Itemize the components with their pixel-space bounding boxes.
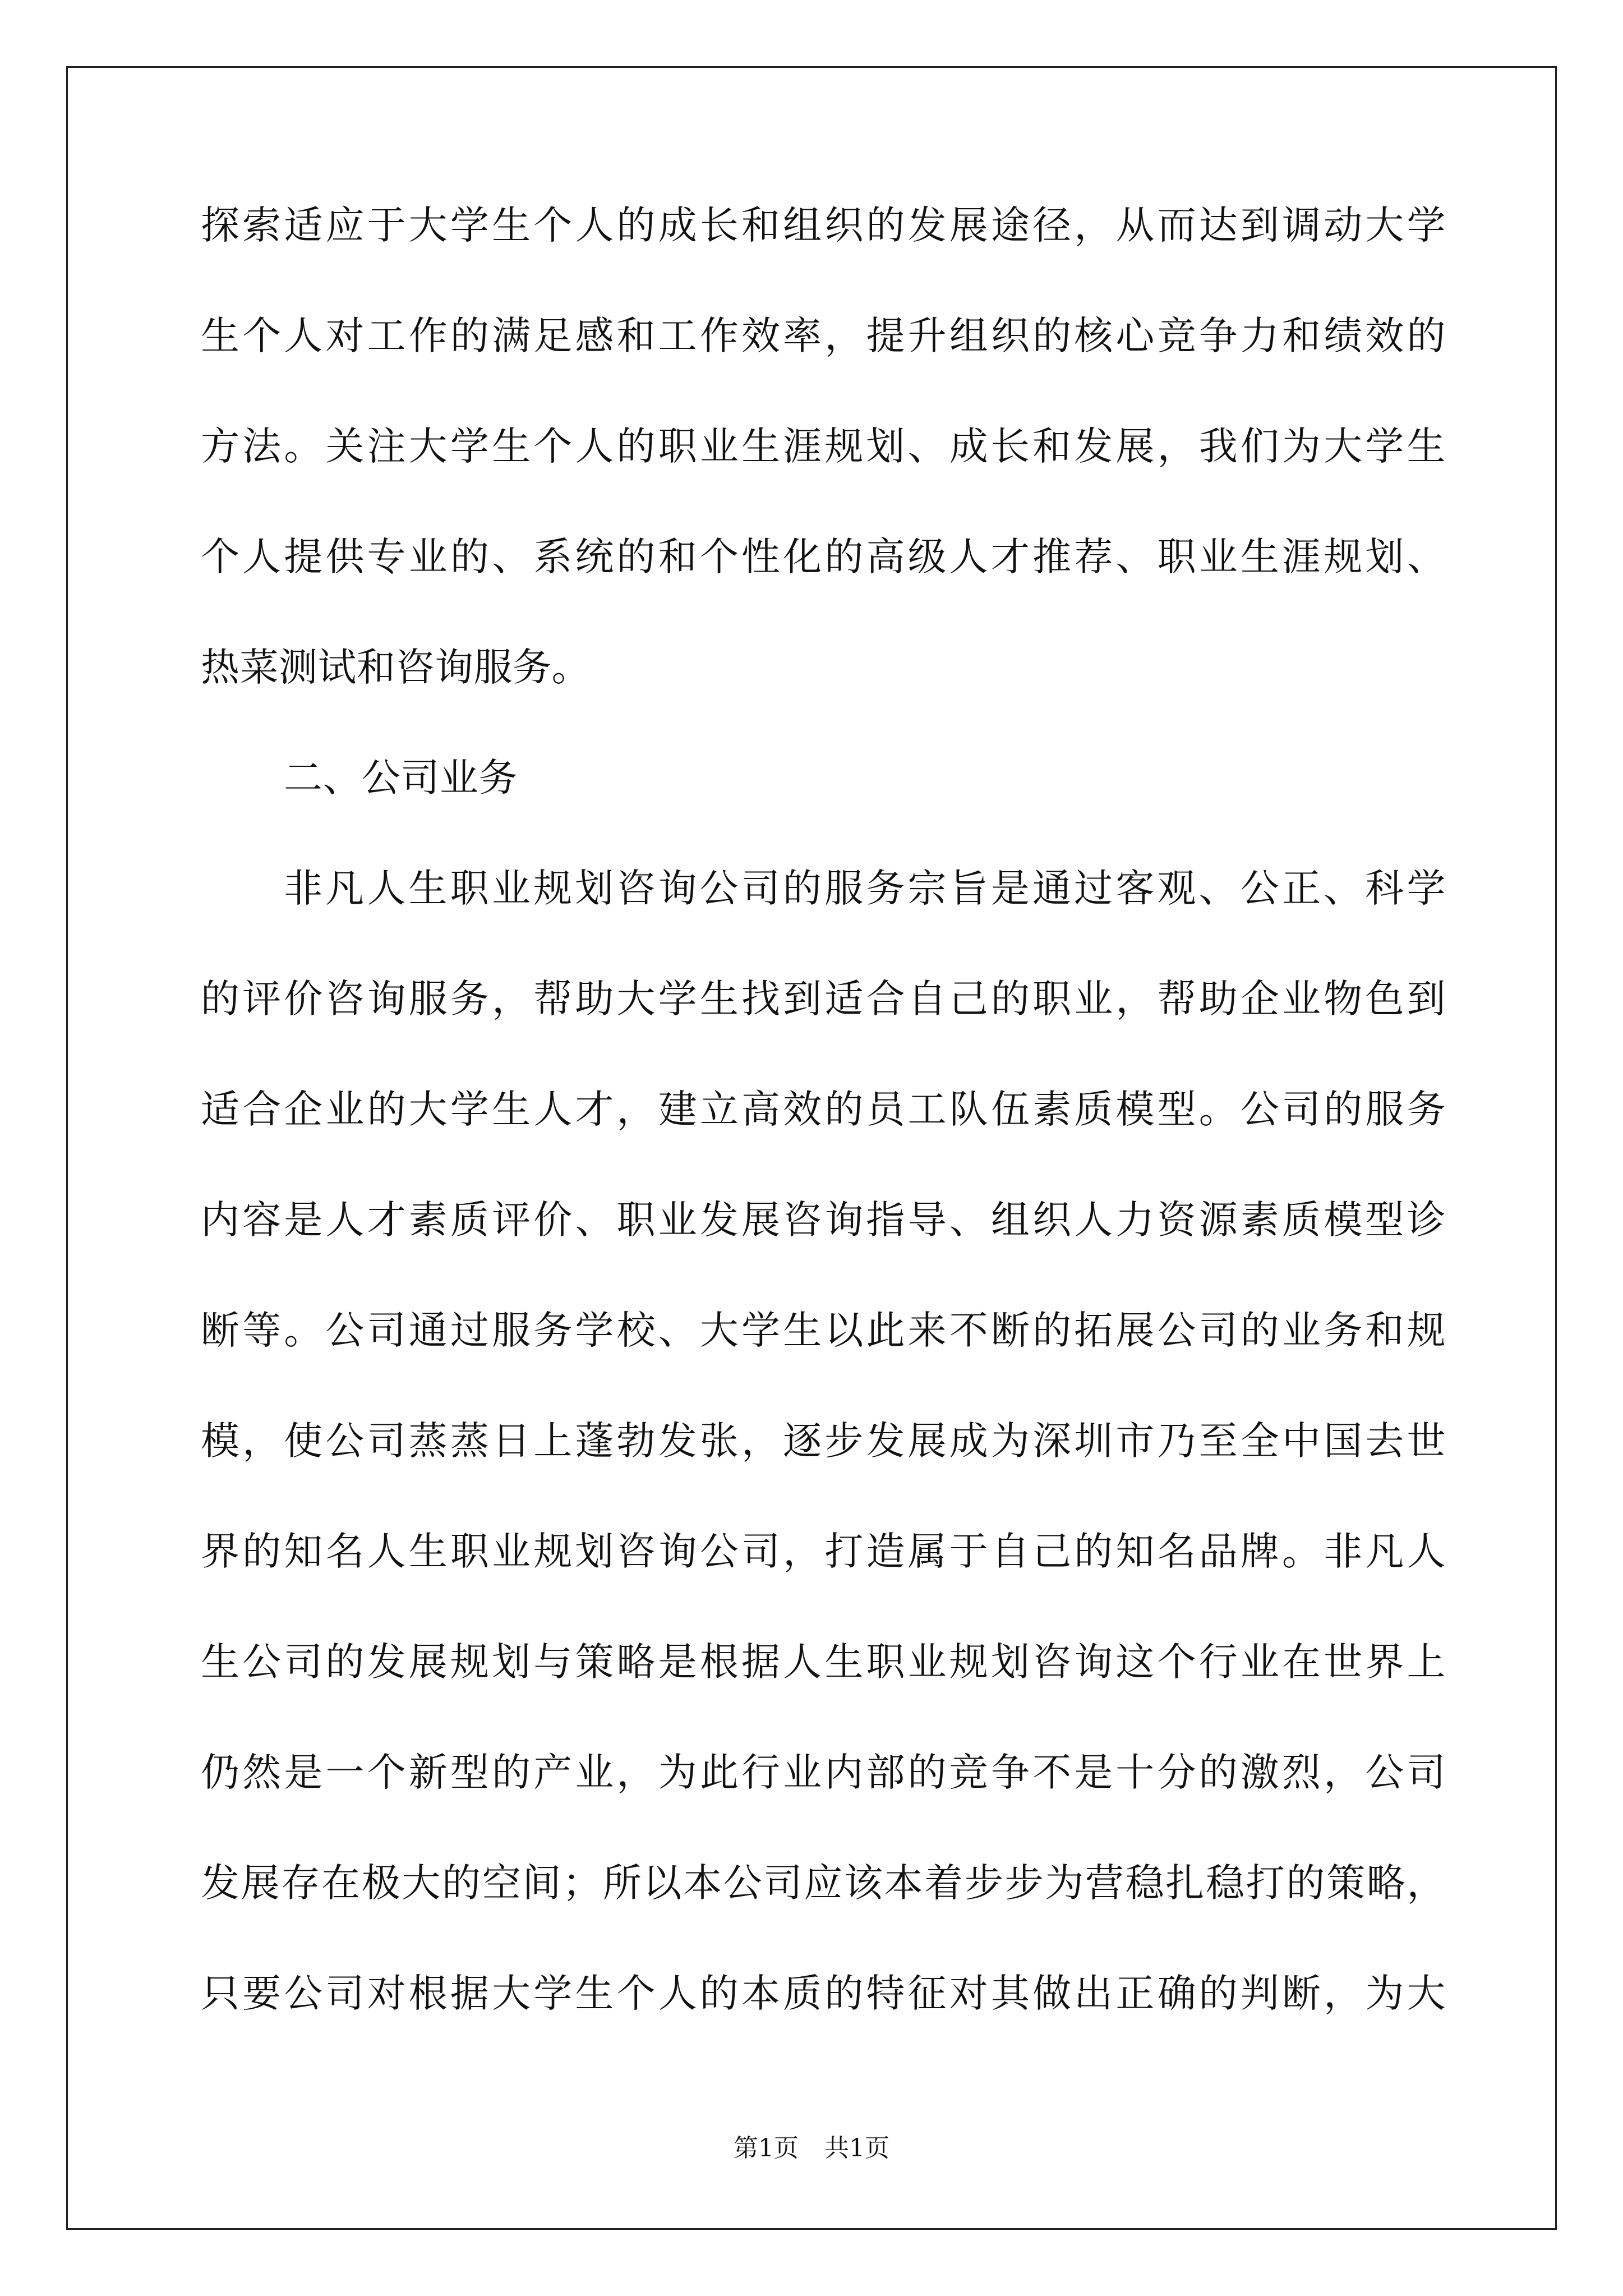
paragraph-line: 非凡人生职业规划咨询公司的服务宗旨是通过客观、公正、科学 — [284, 866, 1446, 911]
paragraph-line: 生个人对工作的满足感和工作效率，提升组织的核心竞争力和绩效的 — [201, 314, 1446, 358]
paragraph-line: 生公司的发展规划与策略是根据人生职业规划咨询这个行业在世界上 — [201, 1640, 1446, 1685]
paragraph-line: 模，使公司蒸蒸日上蓬勃发张，逐步发展成为深圳市乃至全中国去世 — [201, 1419, 1446, 1464]
page-total: 共1页 — [824, 2134, 889, 2162]
paragraph-line: 探索适应于大学生个人的成长和组织的发展途径，从而达到调动大学 — [201, 203, 1446, 248]
paragraph-line: 热菜测试和咨询服务。 — [201, 645, 591, 690]
paragraph-line: 只要公司对根据大学生个人的本质的特征对其做出正确的判断，为大 — [201, 1971, 1446, 2016]
paragraph-line: 发展存在极大的空间；所以本公司应该本着步步为营稳扎稳打的策略， — [201, 1861, 1446, 1906]
paragraph-line: 界的知名人生职业规划咨询公司，打造属于自己的知名品牌。非凡人 — [201, 1529, 1446, 1574]
paragraph-line: 内容是人才素质评价、职业发展咨询指导、组织人力资源素质模型诊 — [201, 1198, 1446, 1243]
section-heading: 二、公司业务 — [284, 756, 518, 800]
paragraph-line: 的评价咨询服务，帮助大学生找到适合自己的职业，帮助企业物色到 — [201, 977, 1446, 1022]
page-number: 第1页 — [734, 2134, 799, 2162]
paragraph-line: 个人提供专业的、系统的和个性化的高级人才推荐、职业生涯规划、 — [201, 535, 1446, 579]
page-footer — [0, 2132, 1623, 2165]
paragraph-line: 适合企业的大学生人才，建立高效的员工队伍素质模型。公司的服务 — [201, 1087, 1446, 1132]
paragraph-line: 断等。公司通过服务学校、大学生以此来不断的拓展公司的业务和规 — [201, 1308, 1446, 1353]
paragraph-line: 方法。关注大学生个人的职业生涯规划、成长和发展，我们为大学生 — [201, 424, 1446, 469]
paragraph-line: 仍然是一个新型的产业，为此行业内部的竞争不是十分的激烈，公司 — [201, 1750, 1446, 1795]
